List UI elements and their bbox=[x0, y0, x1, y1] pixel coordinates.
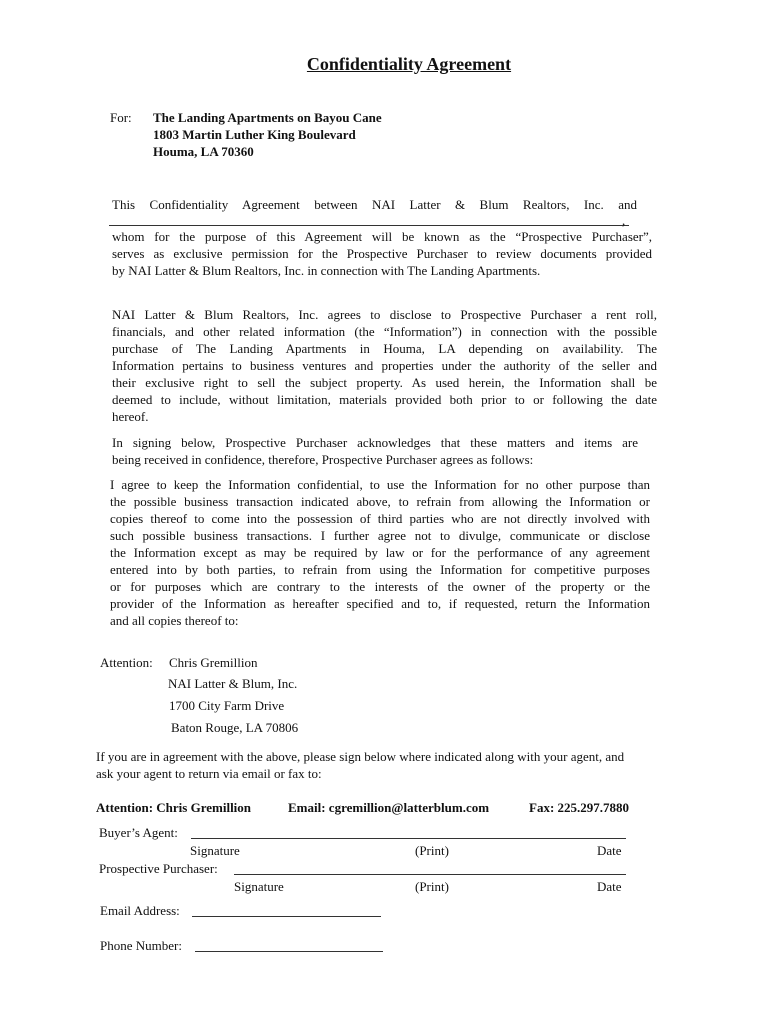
buyers-agent-signature-field[interactable] bbox=[191, 826, 626, 839]
for-label: For: bbox=[110, 110, 132, 125]
intro-first-line bbox=[112, 196, 637, 213]
property-street: 1803 Martin Luther King Boulevard bbox=[153, 127, 356, 142]
disclosure-line: hereof. bbox=[112, 409, 149, 424]
agreement-paragraph bbox=[110, 476, 650, 629]
intro-line: serves as exclusive permission for the Prospective Purchaser to review documents provided bbox=[112, 246, 652, 261]
buyers-agent-label: Buyer’s Agent: bbox=[99, 825, 178, 840]
prospective-purchaser-signature-field[interactable] bbox=[234, 862, 626, 875]
property-city: Houma, LA 70360 bbox=[153, 144, 254, 159]
purchaser-name-blank[interactable] bbox=[109, 213, 629, 226]
phone-field[interactable] bbox=[195, 939, 383, 952]
acknowledge-line: being received in confidence, therefore, Prospective Purchaser agrees as follows: bbox=[112, 452, 534, 467]
agreement-line: I agree to keep the Information confidential, to use the Information for no other purpose than bbox=[110, 477, 650, 492]
agreement-line: provider of the Information as hereafter specified and to, if requested, return the Information bbox=[110, 596, 650, 611]
disclosure-line: financials, and other related information (the “Information”) in connection with the possible bbox=[112, 324, 657, 339]
agreement-line: the Information except as may be required by law or for the performance of any agreement bbox=[110, 545, 650, 560]
attention-label: Attention: bbox=[100, 655, 153, 670]
phone-label: Phone Number: bbox=[100, 938, 182, 953]
attention-name: Chris Gremillion bbox=[169, 655, 258, 670]
disclosure-line: Information pertains to business ventures and properties under the authority of the seller and bbox=[112, 358, 657, 373]
contact-attention: Attention: Chris Gremillion bbox=[96, 800, 252, 815]
disclosure-paragraph bbox=[112, 306, 657, 425]
attention-street: 1700 City Farm Drive bbox=[169, 698, 285, 713]
intro-line: whom for the purpose of this Agreement will be known as the “Prospective Purchaser”, bbox=[112, 229, 652, 244]
date-caption: Date bbox=[597, 879, 622, 894]
agreement-line: and all copies thereof to: bbox=[110, 613, 239, 628]
prospective-purchaser-label: Prospective Purchaser: bbox=[99, 861, 218, 876]
disclosure-line: NAI Latter & Blum Realtors, Inc. agrees to disclose to Prospective Purchaser a rent roll, bbox=[112, 307, 657, 322]
intro-line: This Confidentiality Agreement between NAI Latter & Blum Realtors, Inc. and bbox=[112, 197, 637, 212]
acknowledge-line: In signing below, Prospective Purchaser acknowledges that these matters and items are bbox=[112, 435, 638, 450]
intro-paragraph bbox=[112, 228, 652, 279]
attention-company: NAI Latter & Blum, Inc. bbox=[168, 676, 298, 691]
contact-fax: Fax: 225.297.7880 bbox=[529, 800, 630, 815]
instructions-line: ask your agent to return via email or fax to: bbox=[96, 766, 322, 781]
property-name: The Landing Apartments on Bayou Cane bbox=[153, 110, 382, 125]
print-caption: (Print) bbox=[415, 843, 449, 858]
page-title: Confidentiality Agreement bbox=[306, 54, 512, 74]
email-field[interactable] bbox=[192, 904, 381, 917]
agreement-line: entered into by both parties, to refrain from using the Information for competitive purposes bbox=[110, 562, 650, 577]
agreement-line: the possible business transaction indicated above, to refrain from allowing the Information or bbox=[110, 494, 650, 509]
instructions-line: If you are in agreement with the above, please sign below where indicated along with your agent, and bbox=[96, 749, 625, 764]
signature-caption: Signature bbox=[234, 879, 284, 894]
agreement-line: or for purposes which are contrary to the interests of the owner of the property or the bbox=[110, 579, 650, 594]
disclosure-line: deemed to include, without limitation, materials provided both prior to or following the date bbox=[112, 392, 657, 407]
attention-city: Baton Rouge, LA 70806 bbox=[171, 720, 299, 735]
date-caption: Date bbox=[597, 843, 622, 858]
disclosure-line: purchase of The Landing Apartments in Houma, LA depending on availability. The bbox=[112, 341, 657, 356]
blank-comma: , bbox=[622, 213, 626, 228]
signature-caption: Signature bbox=[190, 843, 240, 858]
email-label: Email Address: bbox=[100, 903, 180, 918]
agreement-line: copies thereof to come into the possession of third parties who are not directly involved with bbox=[110, 511, 650, 526]
contact-email: Email: cgremillion@latterblum.com bbox=[288, 800, 490, 815]
intro-line: by NAI Latter & Blum Realtors, Inc. in connection with The Landing Apartments. bbox=[112, 263, 541, 278]
acknowledge-paragraph bbox=[112, 434, 638, 468]
agreement-line: such possible business transactions. I further agree not to divulge, communicate or disclose bbox=[110, 528, 650, 543]
disclosure-line: their exclusive right to sell the subject property. As used herein, the Information shall be bbox=[112, 375, 657, 390]
print-caption: (Print) bbox=[415, 879, 449, 894]
